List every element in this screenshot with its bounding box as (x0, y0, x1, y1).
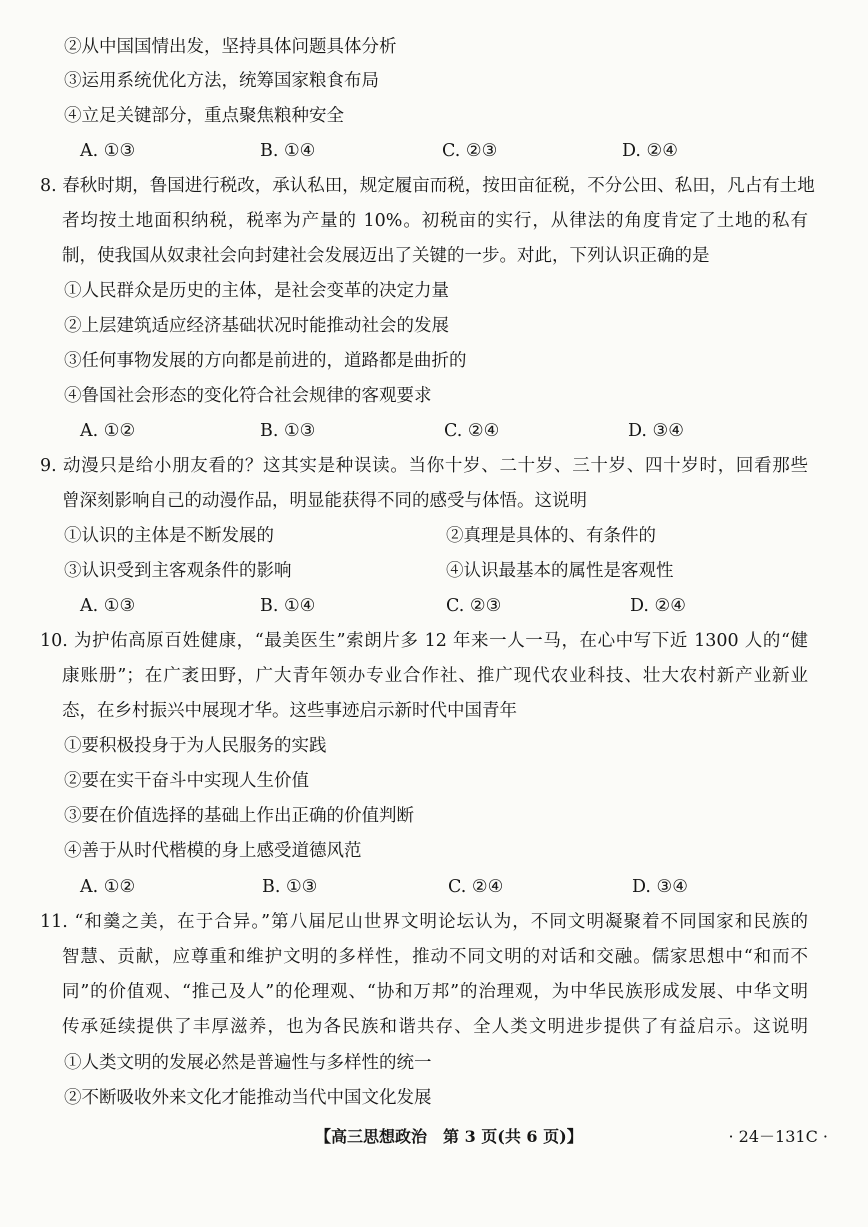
paper-code: · 24－131C · (728, 1127, 828, 1146)
q8-item-4: ④鲁国社会形态的变化符合社会规律的客观要求 (64, 386, 432, 406)
q10-item-2: ②要在实干奋斗中实现人生价值 (64, 771, 309, 791)
option-a: A. ①② (80, 421, 136, 441)
q11-stem-line-4: 传承延续提供了丰厚滋养，也为各民族和谐共存、全人类文明进步提供了有益启示。这说明 (62, 1017, 808, 1037)
option-d: D. ③④ (632, 877, 688, 897)
q9-item-1: ①认识的主体是不断发展的 (64, 526, 274, 546)
q8-stem-line-3: 制，使我国从奴隶社会向封建社会发展迈出了关键的一步。对此，下列认识正确的是 (62, 246, 710, 266)
q11-item-2: ②不断吸收外来文化才能推动当代中国文化发展 (64, 1088, 432, 1108)
q11-stem-line-1: 11. “和羹之美，在于合异。”第八届尼山世界文明论坛认为，不同文明凝聚着不同国家和民族的 (40, 912, 808, 932)
q9-item-4: ④认识最基本的属性是客观性 (446, 561, 674, 581)
option-a: A. ①② (80, 877, 136, 897)
q8-item-3: ③任何事物发展的方向都是前进的，道路都是曲折的 (64, 351, 467, 371)
q8-item-2: ②上层建筑适应经济基础状况时能推动社会的发展 (64, 316, 449, 336)
option-a: A. ①③ (80, 141, 136, 161)
option-b: B. ①③ (260, 421, 316, 441)
option-d: D. ②④ (622, 141, 678, 161)
q10-stem-line-1: 10. 为护佑高原百姓健康，“最美医生”索朗片多 12 年来一人一马，在心中写下近 1300 人的“健 (40, 631, 808, 651)
q10-stem-line-3: 态，在乡村振兴中展现才华。这些事迹启示新时代中国青年 (62, 701, 517, 721)
q11-stem-line-3: 同”的价值观、“推己及人”的伦理观、“协和万邦”的治理观，为中华民族形成发展、中华文明 (62, 982, 808, 1002)
option-c: C. ②③ (446, 596, 502, 616)
q11-stem-line-2: 智慧、贡献，应尊重和维护文明的多样性，推动不同文明的对话和交融。儒家思想中“和而不 (62, 947, 808, 967)
prev-item-3: ③运用系统优化方法，统筹国家粮食布局 (64, 71, 379, 91)
prev-item-2: ②从中国国情出发，坚持具体问题具体分析 (64, 37, 397, 57)
option-d: D. ③④ (628, 421, 684, 441)
option-a: A. ①③ (80, 596, 136, 616)
q9-item-2: ②真理是具体的、有条件的 (446, 526, 656, 546)
q8-stem-line-2: 者均按土地面积纳税，税率为产量的 10%。初税亩的实行，从律法的角度肯定了土地的私有 (62, 211, 808, 231)
option-b: B. ①④ (260, 141, 316, 161)
q8-item-1: ①人民群众是历史的主体，是社会变革的决定力量 (64, 281, 449, 301)
q9-stem-line-1: 9. 动漫只是给小朋友看的？这其实是种误读。当你十岁、二十岁、三十岁、四十岁时，回看那些 (40, 456, 808, 476)
q9-stem-line-2: 曾深刻影响自己的动漫作品，明显能获得不同的感受与体悟。这说明 (62, 491, 587, 511)
option-c: C. ②④ (448, 877, 504, 897)
prev-item-4: ④立足关键部分，重点聚焦粮种安全 (64, 106, 344, 126)
q10-item-3: ③要在价值选择的基础上作出正确的价值判断 (64, 806, 414, 826)
option-c: C. ②④ (444, 421, 500, 441)
q10-item-1: ①要积极投身于为人民服务的实践 (64, 736, 327, 756)
q10-stem-line-2: 康账册”；在广袤田野，广大青年领办专业合作社、推广现代农业科技、壮大农村新产业新业 (62, 666, 808, 686)
q11-item-1: ①人类文明的发展必然是普遍性与多样性的统一 (64, 1053, 432, 1073)
option-d: D. ②④ (630, 596, 686, 616)
option-c: C. ②③ (442, 141, 498, 161)
q10-item-4: ④善于从时代楷模的身上感受道德风范 (64, 841, 362, 861)
page-number-label: 【高三思想政治 第 3 页(共 6 页)】 (315, 1127, 583, 1146)
option-b: B. ①④ (260, 596, 316, 616)
option-b: B. ①③ (262, 877, 318, 897)
q9-item-3: ③认识受到主客观条件的影响 (64, 561, 292, 581)
q8-stem-line-1: 8. 春秋时期，鲁国进行税改，承认私田，规定履亩而税，按田亩征税，不分公田、私田，凡占有土地 (40, 176, 815, 196)
